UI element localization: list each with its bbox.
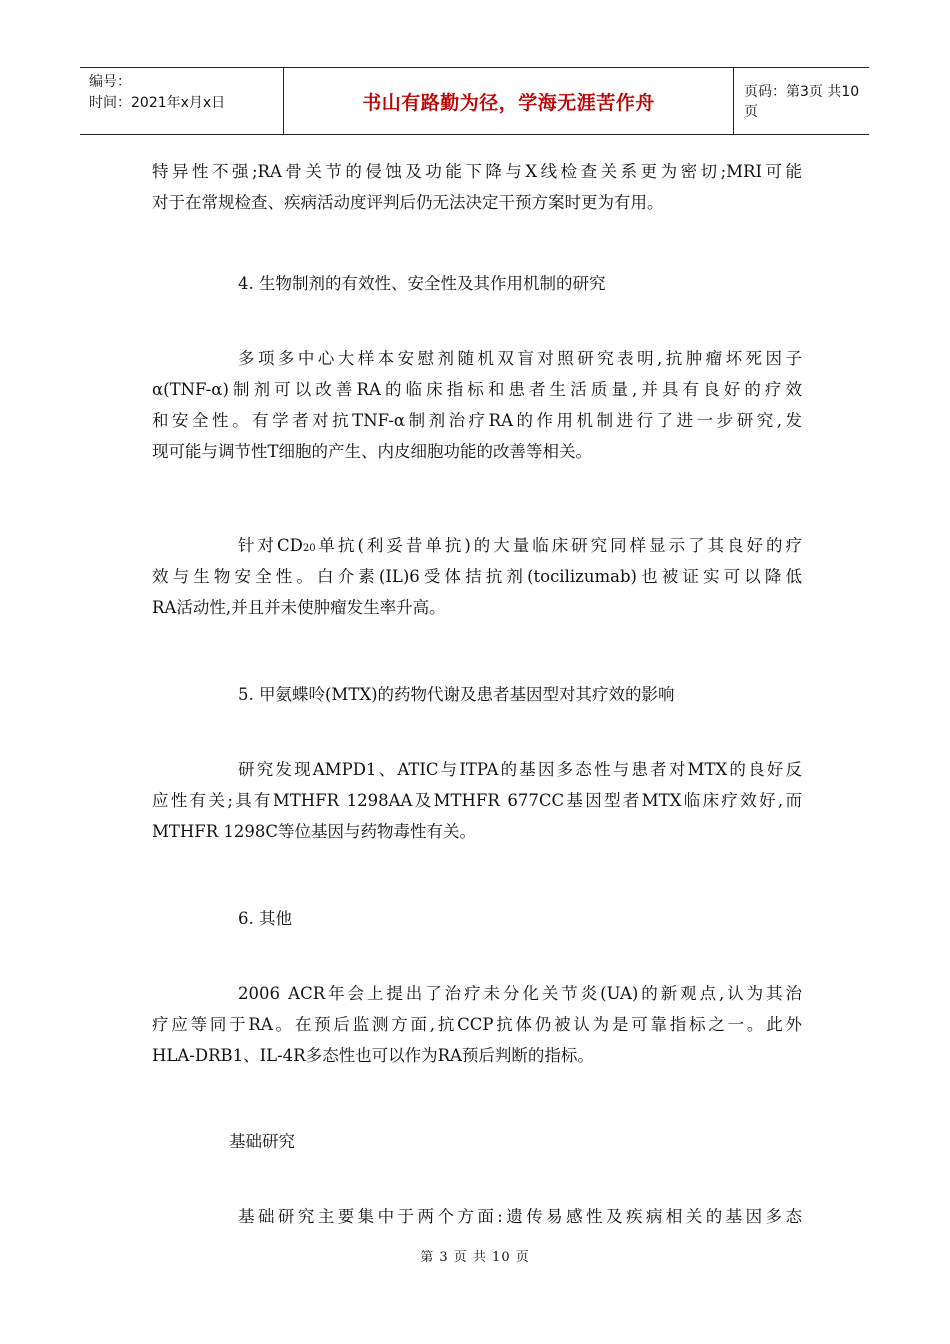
paragraph-line: 2006 ACR年会上提出了治疗未分化关节炎(UA)的新观点,认为其治 xyxy=(238,984,802,1003)
paragraph-3 xyxy=(152,530,802,623)
paragraph-line: 应性有关;具有MTHFR 1298AA及MTHFR 677CC基因型者MTX临床疗效好,而 xyxy=(152,791,802,810)
document-date-label: 时间：2021年x月x日 xyxy=(89,95,226,111)
paragraph-line: 基础研究主要集中于两个方面:遗传易感性及疾病相关的基因多态 xyxy=(238,1207,802,1226)
paragraph-line: MTHFR 1298C等位基因与药物毒性有关。 xyxy=(152,822,477,841)
page-footer: 第 3 页 共 10 页 xyxy=(420,1250,530,1265)
text-run: 单抗(利妥昔单抗)的大量临床研究同样显示了其良好的疗 xyxy=(315,536,802,555)
header-page-label: 页码：第3页 共10页 xyxy=(744,84,860,120)
paragraph-line: 效与生物安全性。白介素(IL)6受体拮抗剂(tocilizumab)也被证实可以降低 xyxy=(152,567,802,586)
heading-text: 4. 生物制剂的有效性、安全性及其作用机制的研究 xyxy=(238,274,606,293)
header-left-cell xyxy=(80,68,283,134)
paragraph-2 xyxy=(152,343,802,467)
paragraph-line: 对于在常规检查、疾病活动度评判后仍无法决定干预方案时更为有用。 xyxy=(152,193,664,212)
subscript: 20 xyxy=(302,543,316,554)
paragraph-6 xyxy=(152,1201,802,1232)
text-run: 针对CD xyxy=(238,536,303,555)
page-header xyxy=(80,67,869,135)
header-motto: 书山有路勤为径，学海无涯苦作舟 xyxy=(283,68,734,134)
paragraph-line: HLA-DRB1、IL-4R多态性也可以作为RA预后判断的指标。 xyxy=(152,1046,594,1065)
document-number-label: 编号： xyxy=(89,74,131,90)
paragraph-line: 研究发现AMPD1、ATIC与ITPA的基因多态性与患者对MTX的良好反 xyxy=(238,760,802,779)
heading-text: 5. 甲氨蝶呤(MTX)的药物代谢及患者基因型对其疗效的影响 xyxy=(238,685,675,704)
paragraph-line: 多项多中心大样本安慰剂随机双盲对照研究表明,抗肿瘤坏死因子 xyxy=(238,349,802,368)
section-heading-5 xyxy=(152,679,802,710)
paragraph-line xyxy=(152,530,802,561)
paragraph-line: 疗应等同于RA。在预后监测方面,抗CCP抗体仍被认为是可靠指标之一。此外 xyxy=(152,1015,802,1034)
heading-text: 6. 其他 xyxy=(238,909,292,928)
heading-text: 基础研究 xyxy=(229,1132,295,1151)
paragraph-line: 现可能与调节性T细胞的产生、内皮细胞功能的改善等相关。 xyxy=(152,442,593,461)
paragraph-4 xyxy=(152,754,802,847)
section-heading-4 xyxy=(152,268,802,299)
paragraph-line: 和安全性。有学者对抗TNF-α制剂治疗RA的作用机制进行了进一步研究,发 xyxy=(152,411,802,430)
paragraph-line: RA活动性,并且并未使肿瘤发生率升高。 xyxy=(152,598,446,617)
paragraph-line: 特异性不强;RA骨关节的侵蚀及功能下降与X线检查关系更为密切;MRI可能 xyxy=(152,162,802,181)
section-heading-basic-research xyxy=(152,1126,802,1157)
paragraph-5 xyxy=(152,978,802,1071)
section-heading-6 xyxy=(152,903,802,934)
paragraph-1 xyxy=(152,156,802,218)
paragraph-line: α(TNF-α)制剂可以改善RA的临床指标和患者生活质量,并具有良好的疗效 xyxy=(152,380,802,399)
